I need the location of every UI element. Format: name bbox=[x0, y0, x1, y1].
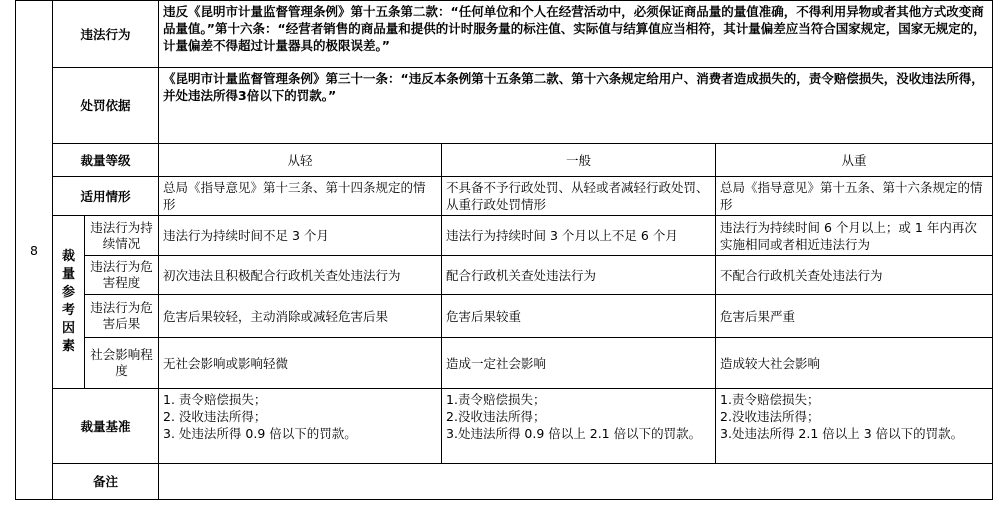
factor-heavy: 不配合行政机关查处违法行为 bbox=[716, 256, 993, 295]
applicable-heavy: 总局《指导意见》第十五条、第十六条规定的情形 bbox=[716, 177, 993, 216]
basis-light-item: 1. 责令赔偿损失； bbox=[163, 392, 267, 407]
basis-normal-item: 1.责令赔偿损失； bbox=[446, 392, 546, 407]
factor-light: 初次违法且积极配合行政机关查处违法行为 bbox=[159, 256, 442, 295]
penalty-basis-label: 处罚依据 bbox=[53, 68, 159, 144]
basis-normal-item: 2.没收违法所得； bbox=[446, 409, 546, 424]
basis-light-item: 3. 处违法所得 0.9 倍以下的罚款。 bbox=[163, 426, 357, 441]
basis-heavy-item: 1.责令赔偿损失； bbox=[720, 392, 820, 407]
factor-normal: 造成一定社会影响 bbox=[442, 338, 716, 389]
factor-name: 社会影响程度 bbox=[85, 338, 159, 389]
violation-text: 违反《昆明市计量监督管理条例》第十五条第二款：“任何单位和个人在经营活动中，必须保证商品量的量值准确，不得利用异物或者其他方式改变商品量值。”第十六条：“经营者销售的商品量和提供的计时服务量的标注值、实际值与结算值应当相符，其计量偏差应当符合国家规定，国家无规定的，计量偏差不得超过计量器具的极限误差。” bbox=[159, 1, 993, 68]
applicable-label: 适用情形 bbox=[53, 177, 159, 216]
violation-label: 违法行为 bbox=[53, 1, 159, 68]
factor-light: 危害后果较轻，主动消除或减轻危害后果 bbox=[159, 295, 442, 338]
factor-normal: 违法行为持续时间 3 个月以上不足 6 个月 bbox=[442, 216, 716, 256]
basis-normal bbox=[442, 389, 716, 464]
factor-name: 违法行为持续情况 bbox=[85, 216, 159, 256]
factor-heavy: 违法行为持续时间 6 个月以上；或 1 年内再次实施相同或者相近违法行为 bbox=[716, 216, 993, 256]
applicable-normal: 不具备不予行政处罚、从轻或者减轻行政处罚、从重行政处罚情形 bbox=[442, 177, 716, 216]
basis-light bbox=[159, 389, 442, 464]
factors-label: 裁 量 参 考 因 素 bbox=[53, 216, 85, 389]
basis-label: 裁量基准 bbox=[53, 389, 159, 464]
remark-label: 备注 bbox=[53, 464, 159, 500]
applicable-light: 总局《指导意见》第十三条、第十四条规定的情形 bbox=[159, 177, 442, 216]
factor-name: 违法行为危害程度 bbox=[85, 256, 159, 295]
factor-name: 违法行为危害后果 bbox=[85, 295, 159, 338]
discretion-standard-table bbox=[15, 0, 993, 500]
level-label: 裁量等级 bbox=[53, 144, 159, 177]
factor-normal: 配合行政机关查处违法行为 bbox=[442, 256, 716, 295]
row-number: 8 bbox=[16, 1, 53, 500]
basis-heavy bbox=[716, 389, 993, 464]
basis-normal-item: 3.处违法所得 0.9 倍以上 2.1 倍以下的罚款。 bbox=[446, 426, 702, 441]
factor-light: 违法行为持续时间不足 3 个月 bbox=[159, 216, 442, 256]
penalty-basis-text: 《昆明市计量监督管理条例》第三十一条：“违反本条例第十五条第二款、第十六条规定给用户、消费者造成损失的，责令赔偿损失，没收违法所得，并处违法所得3倍以下的罚款。” bbox=[159, 68, 993, 144]
basis-heavy-item: 2.没收违法所得； bbox=[720, 409, 820, 424]
factor-normal: 危害后果较重 bbox=[442, 295, 716, 338]
factor-heavy: 造成较大社会影响 bbox=[716, 338, 993, 389]
level-heavy: 从重 bbox=[716, 144, 993, 177]
level-normal: 一般 bbox=[442, 144, 716, 177]
basis-heavy-item: 3.处违法所得 2.1 倍以上 3 倍以下的罚款。 bbox=[720, 426, 964, 441]
factor-heavy: 危害后果严重 bbox=[716, 295, 993, 338]
factor-light: 无社会影响或影响轻微 bbox=[159, 338, 442, 389]
basis-light-item: 2. 没收违法所得； bbox=[163, 409, 267, 424]
remark-text bbox=[159, 464, 993, 500]
level-light: 从轻 bbox=[159, 144, 442, 177]
